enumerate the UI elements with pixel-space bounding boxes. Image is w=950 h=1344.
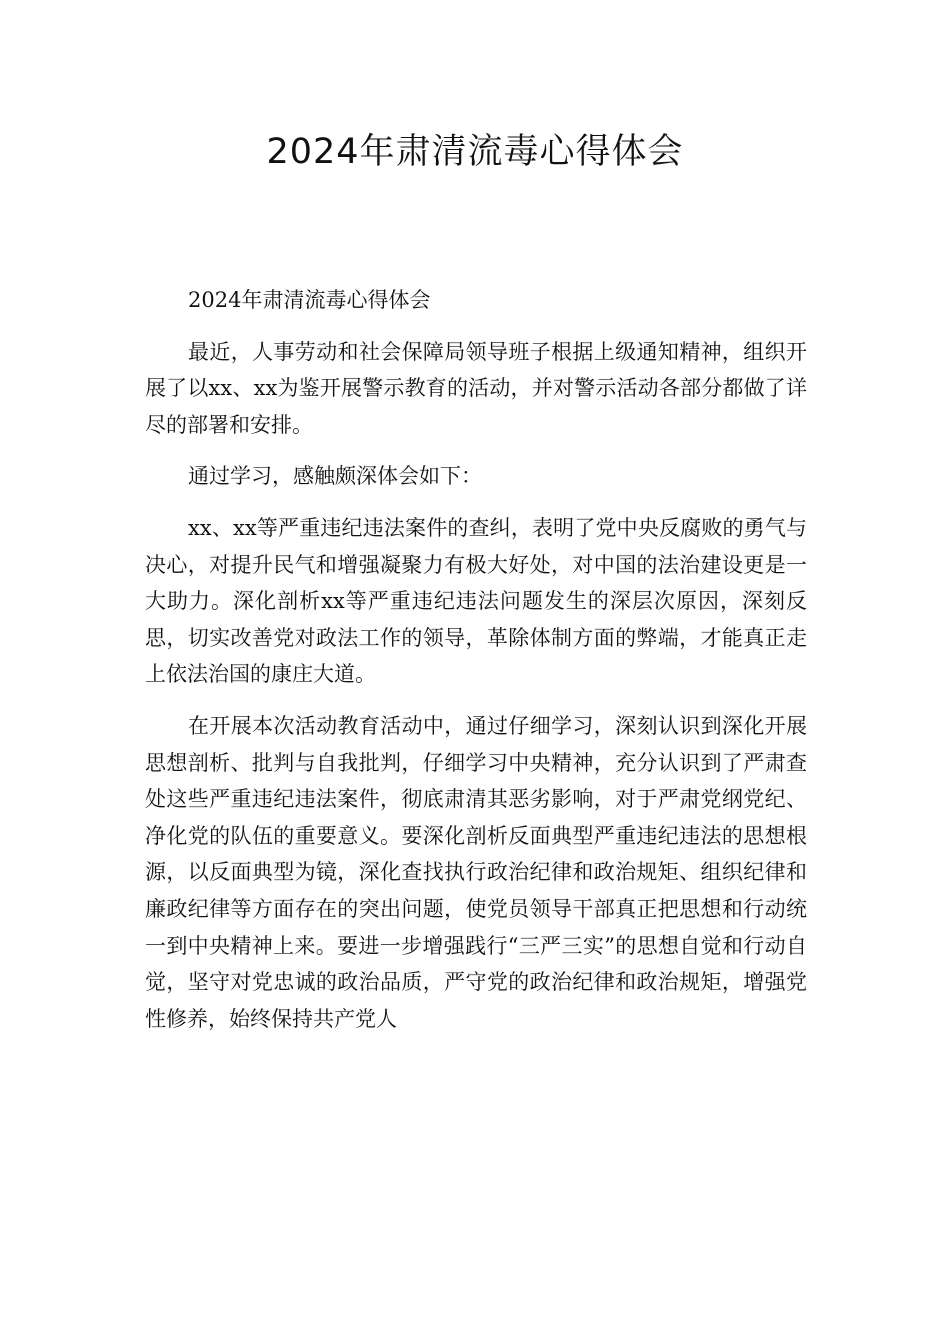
paragraph-body-1: xx、xx等严重违纪违法案件的查纠，表明了党中央反腐败的勇气与决心，对提升民气和增强凝聚力有极大好处，对中国的法治建设更是一大助力。深化剖析xx等严重违纪违法问题发生的深层次原因，深刻反思，切实改善党对政法工作的领导，革除体制方面的弊端，才能真正走上依法治国的康庄大道。 [145,515,807,687]
document-title: 2024年肃清流毒心得体会 [266,132,684,172]
document-body [145,282,807,1052]
paragraph-lead: 通过学习，感触颇深体会如下： [188,464,482,489]
paragraph-body-2: 在开展本次活动教育活动中，通过仔细学习，深刻认识到深化开展思想剖析、批判与自我批判，仔细学习中央精神，充分认识到了严肃查处这些严重违纪违法案件，彻底肃清其恶劣影响，对于严肃党纲党纪、净化党的队伍的重要意义。要深化剖析反面典型严重违纪违法的思想根源，以反面典型为镜，深化查找执行政治纪律和政治规矩、组织纪律和廉政纪律等方面存在的突出问题，使党员领导干部真正把思想和行动统一到中央精神上来。要进一步增强践行“三严三实”的思想自觉和行动自觉，坚守对党忠诚的政治品质，严守党的政治纪律和政治规矩，增强党性修养，始终保持共产党人 [145,713,807,1031]
paragraph-intro: 最近，人事劳动和社会保障局领导班子根据上级通知精神，组织开展了以xx、xx为鉴开展警示教育的活动，并对警示活动各部分都做了详尽的部署和安排。 [145,339,807,437]
paragraph-subtitle: 2024年肃清流毒心得体会 [188,288,431,312]
